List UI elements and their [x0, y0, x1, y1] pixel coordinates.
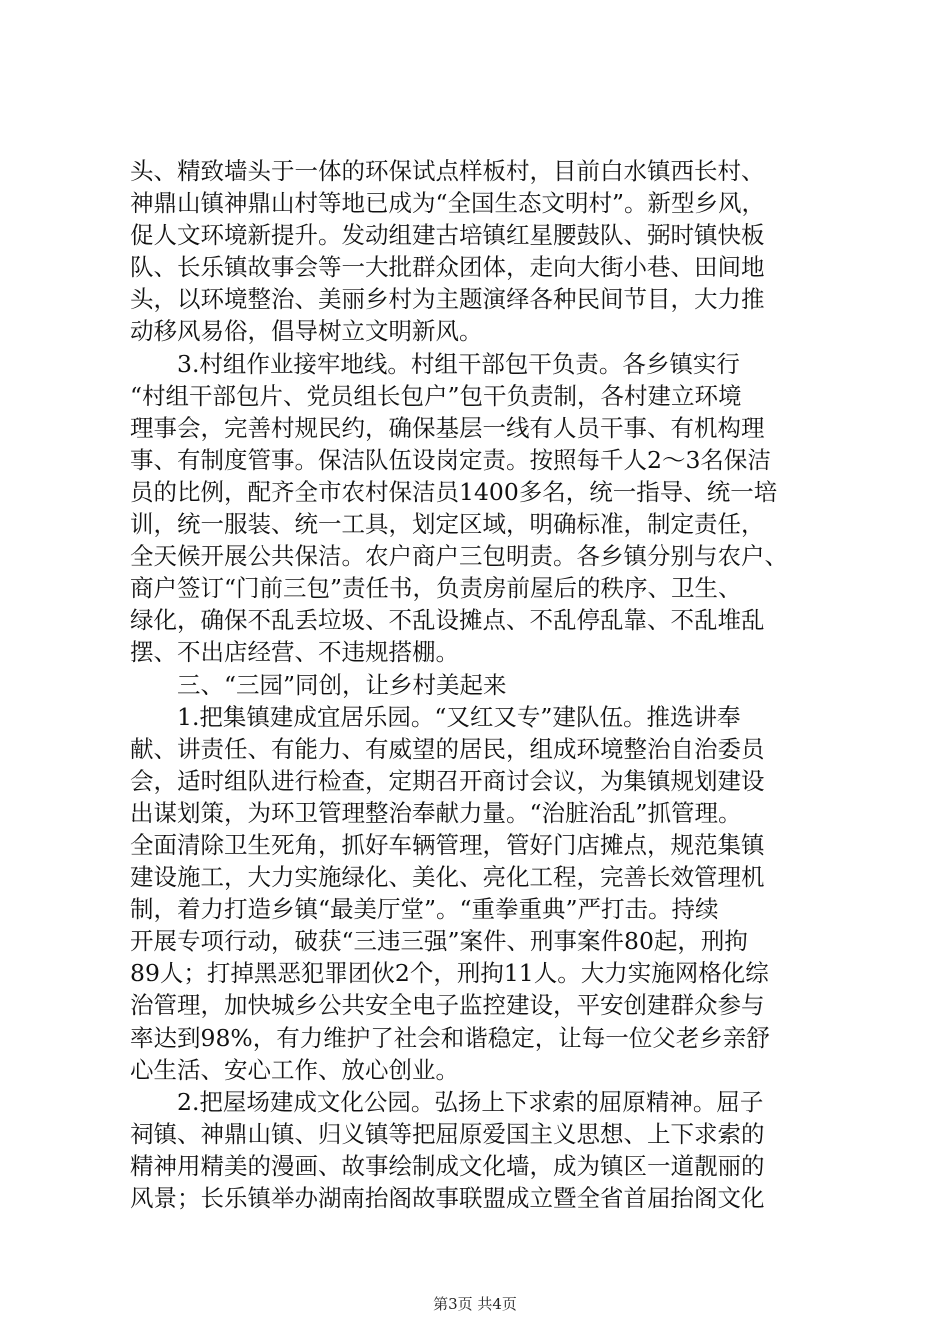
text-line: 祠镇、神鼎山镇、归义镇等把屈原爱国主义思想、上下求索的: [130, 1119, 765, 1148]
text-line: 头，以环境整治、美丽乡村为主题演绎各种民间节目，大力推: [130, 285, 765, 314]
text-line: 事、有制度管事。保洁队伍设岗定责。按照每千人2～3名保洁: [130, 445, 771, 474]
document-body: [130, 155, 830, 1214]
text-line: 员的比例，配齐全市农村保洁员1400多名，统一指导、统一培: [130, 477, 778, 506]
text-line: 全面清除卫生死角，抓好车辆管理，管好门店摊点，规范集镇: [130, 830, 765, 859]
text-line: 商户签订“门前三包”责任书，负责房前屋后的秩序、卫生、: [130, 574, 742, 603]
text-line: 会，适时组队进行检查，定期召开商讨会议，为集镇规划建设: [130, 766, 765, 795]
text-line: 出谋划策，为环卫管理整治奉献力量。“治脏治乱”抓管理。: [130, 798, 742, 827]
text-line: 2.把屋场建成文化公园。弘扬上下求索的屈原精神。屈子: [177, 1087, 764, 1116]
text-line: 精神用精美的漫画、故事绘制成文化墙，成为镇区一道靓丽的: [130, 1151, 765, 1180]
text-line: 绿化，确保不乱丢垃圾、不乱设摊点、不乱停乱靠、不乱堆乱: [130, 606, 765, 635]
text-line: 三、“三园”同创，让乡村美起来: [177, 670, 507, 699]
text-line: 动移风易俗，倡导树立文明新风。: [130, 317, 483, 346]
text-line: 促人文环境新提升。发动组建古培镇红星腰鼓队、弼时镇快板: [130, 221, 765, 250]
text-line: “村组干部包片、党员组长包户”包干负责制，各村建立环境: [130, 381, 742, 410]
text-line: 全天候开展公共保洁。农户商户三包明责。各乡镇分别与农户、: [130, 542, 788, 571]
text-line: 训，统一服装、统一工具，划定区域，明确标准，制定责任，: [130, 510, 765, 539]
text-line: 队、长乐镇故事会等一大批群众团体，走向大街小巷、田间地: [130, 253, 765, 282]
text-line: 率达到98%，有力维护了社会和谐稳定，让每一位父老乡亲舒: [130, 1023, 770, 1052]
page-number-footer: 第3页 共4页: [433, 1295, 517, 1313]
text-line: 神鼎山镇神鼎山村等地已成为“全国生态文明村”。新型乡风，: [130, 189, 766, 218]
text-line: 风景；长乐镇举办湖南抬阁故事联盟成立暨全省首届抬阁文化: [130, 1184, 765, 1212]
text-line: 摆、不出店经营、不违规搭棚。: [130, 638, 459, 667]
text-line: 开展专项行动，破获“三违三强”案件、刑事案件80起，刑拘: [130, 927, 748, 956]
text-line: 治管理，加快城乡公共安全电子监控建设，平安创建群众参与: [130, 991, 765, 1020]
text-line: 1.把集镇建成宜居乐园。“又红又专”建队伍。推选讲奉: [177, 702, 741, 731]
text-line: 心生活、安心工作、放心创业。: [130, 1055, 459, 1084]
text-line: 建设施工，大力实施绿化、美化、亮化工程，完善长效管理机: [130, 863, 765, 892]
text-line: 89人；打掉黑恶犯罪团伙2个，刑拘11人。大力实施网格化综: [130, 959, 769, 988]
text-line: 理事会，完善村规民约，确保基层一线有人员干事、有机构理: [130, 413, 765, 442]
text-line: 制，着力打造乡镇“最美厅堂”。“重拳重典”严打击。持续: [130, 895, 719, 924]
text-line: 头、精致墙头于一体的环保试点样板村，目前白水镇西长村、: [130, 157, 765, 185]
text-line: 3.村组作业接牢地线。村组干部包干负责。各乡镇实行: [177, 349, 740, 378]
text-line: 献、讲责任、有能力、有威望的居民，组成环境整治自治委员: [130, 734, 765, 763]
